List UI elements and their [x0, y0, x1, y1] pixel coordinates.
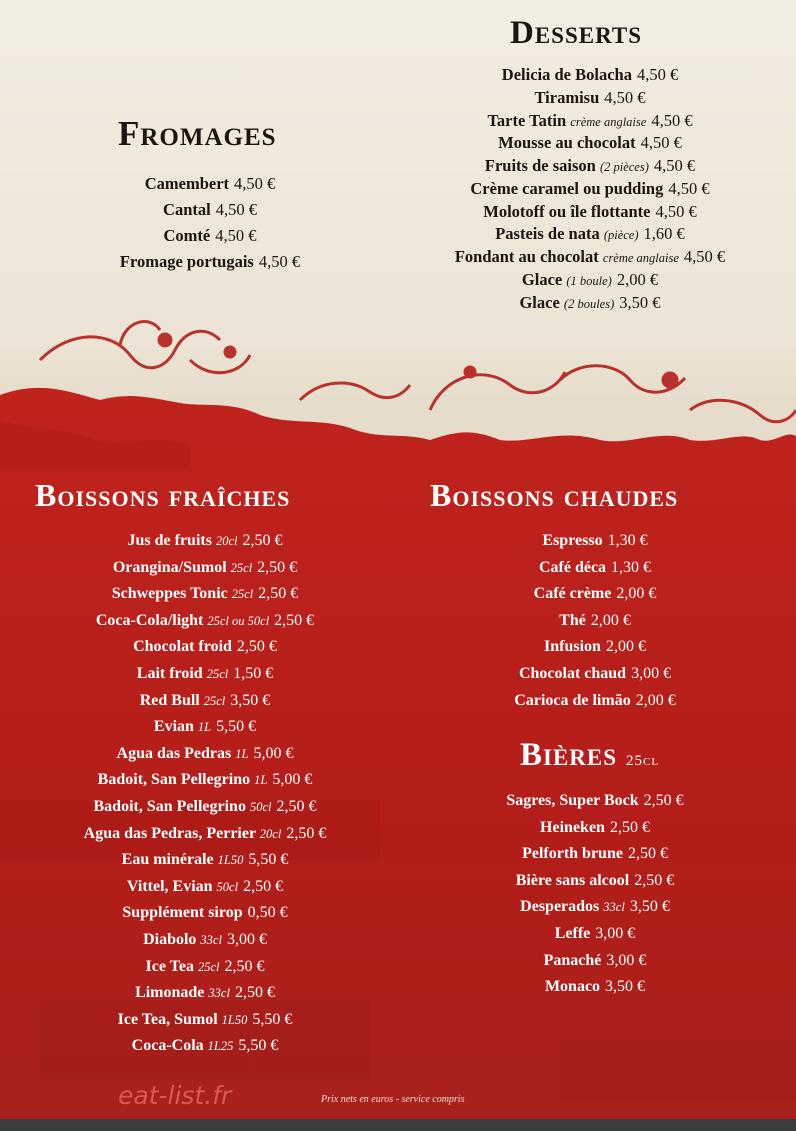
item-name: Pelforth brune — [522, 845, 623, 863]
item-name: Chocolat froid — [133, 638, 232, 656]
item-price: 2,00 € — [635, 691, 676, 709]
menu-item — [440, 894, 750, 921]
item-name: Diabolo — [143, 930, 197, 948]
menu-item — [40, 1007, 370, 1034]
boissons-chaudes-list — [440, 528, 750, 714]
item-price: 4,50 € — [604, 87, 646, 107]
menu-item — [40, 794, 370, 821]
item-price: 1,30 € — [611, 558, 652, 576]
item-name: Thé — [559, 611, 586, 629]
desserts-list — [420, 64, 760, 314]
item-name: Café déca — [538, 558, 607, 576]
menu-item — [40, 528, 370, 555]
menu-item — [440, 948, 750, 975]
item-name: Carioca de limão — [514, 691, 631, 709]
menu-item — [440, 974, 750, 1001]
item-price: 4,50 € — [640, 133, 682, 153]
item-name: Tarte Tatin — [487, 110, 567, 130]
item-price: 1,60 € — [643, 224, 685, 244]
item-qualifier: 50cl — [249, 799, 272, 814]
item-name: Glace — [521, 269, 563, 289]
item-qualifier: crème anglaise — [570, 114, 647, 129]
item-name: Schweppes Tonic — [111, 585, 228, 603]
menu-item — [80, 197, 340, 223]
menu-item — [440, 528, 750, 555]
item-qualifier: 1L50 — [217, 853, 244, 868]
menu-item — [40, 634, 370, 661]
item-price: 2,00 € — [590, 611, 631, 629]
item-qualifier: 33cl — [603, 900, 625, 915]
item-name: Supplément sirop — [122, 904, 243, 922]
price-note: Prix nets en euros - service compris — [321, 1094, 465, 1105]
menu-item — [80, 171, 340, 197]
floral-ornament-left — [40, 322, 410, 400]
item-qualifier: 33cl — [208, 986, 230, 1001]
item-price: 5,50 € — [238, 1037, 279, 1055]
item-name: Badoit, San Pellegrino — [97, 771, 251, 789]
item-price: 2,50 € — [224, 957, 265, 975]
menu-item — [80, 223, 340, 249]
item-price: 2,50 € — [258, 585, 299, 603]
menu-item — [440, 688, 750, 715]
menu-item — [420, 87, 760, 110]
item-name: Coca-Cola — [131, 1037, 204, 1055]
item-price: 0,50 € — [247, 904, 288, 922]
item-price: 2,00 € — [605, 638, 646, 656]
menu-item — [420, 223, 760, 246]
menu-item — [420, 132, 760, 155]
menu-item — [40, 821, 370, 848]
menu-item — [40, 767, 370, 794]
menu-item — [420, 269, 760, 292]
item-price: 3,00 € — [595, 924, 636, 942]
item-name: Lait froid — [136, 664, 203, 682]
boissons-fraiches-list — [40, 528, 370, 1060]
item-name: Fruits de saison — [484, 156, 596, 175]
item-name: Bière sans alcool — [515, 871, 630, 889]
bieres-list — [440, 788, 750, 1001]
item-qualifier: 1L — [197, 720, 212, 735]
item-qualifier: 50cl — [216, 879, 239, 894]
item-qualifier: 20cl — [215, 534, 238, 548]
item-price: 3,00 € — [631, 664, 672, 682]
item-price: 1,50 € — [233, 664, 274, 682]
item-name: Infusion — [544, 638, 601, 656]
menu-item — [40, 688, 370, 715]
item-qualifier: 25cl — [231, 587, 254, 602]
item-name: Badoit, San Pellegrino — [93, 797, 246, 815]
bottom-border — [0, 1119, 796, 1131]
item-price: 5,00 € — [253, 744, 294, 762]
item-name: Leffe — [554, 924, 591, 942]
item-qualifier: (2 boules) — [563, 296, 615, 311]
item-name: Ice Tea — [145, 957, 194, 975]
item-price: 2,50 € — [243, 877, 284, 895]
item-name: Limonade — [135, 984, 205, 1002]
menu-item — [40, 555, 370, 582]
item-qualifier: 20cl — [259, 826, 282, 841]
item-price: 2,50 € — [643, 792, 684, 809]
menu-item — [40, 980, 370, 1007]
menu-item — [420, 292, 760, 315]
item-price: 2,50 € — [286, 824, 327, 842]
item-name: Molotoff ou île flottante — [483, 201, 651, 221]
menu-item — [40, 608, 370, 635]
menu-item — [440, 868, 750, 895]
item-qualifier: 25cl ou 50cl — [207, 613, 270, 628]
menu-item — [440, 581, 750, 608]
item-price: 5,50 € — [216, 718, 257, 736]
item-name: Vittel, Evian — [126, 877, 213, 895]
menu-item — [420, 201, 760, 224]
fromages-list — [80, 171, 340, 275]
item-price: 3,00 € — [226, 930, 267, 948]
menu-item — [40, 900, 370, 927]
item-name: Evian — [153, 718, 194, 736]
item-price: 2,50 € — [634, 871, 675, 889]
item-name: Jus de fruits — [127, 532, 212, 549]
item-price: 4,50 € — [636, 65, 679, 84]
menu-item — [40, 954, 370, 981]
item-name: Red Bull — [139, 691, 200, 709]
menu-item — [440, 634, 750, 661]
item-price: 1,30 € — [607, 532, 648, 549]
item-qualifier: 1L25 — [207, 1039, 234, 1054]
watermark-text: eat-list.fr — [118, 1081, 232, 1110]
item-price: 4,50 € — [683, 247, 726, 266]
item-name: Eau minérale — [121, 851, 214, 869]
item-price: 2,00 € — [616, 585, 657, 603]
menu-item — [440, 921, 750, 948]
item-price: 4,50 € — [653, 156, 696, 175]
item-name: Fondant au chocolat — [454, 247, 599, 266]
item-name: Agua das Pedras, Perrier — [83, 824, 256, 842]
item-qualifier: 1L — [235, 746, 249, 761]
boissons-chaudes-heading: Boissons chaudes — [430, 477, 679, 513]
item-name: Monaco — [544, 978, 601, 996]
fromages-heading: Fromages — [118, 114, 277, 153]
menu-item — [420, 64, 760, 87]
item-name: Pasteis de nata — [495, 224, 600, 244]
menu-item — [40, 847, 370, 874]
item-price: 2,50 € — [234, 984, 275, 1002]
item-qualifier: 1L — [254, 773, 268, 788]
desserts-heading: Desserts — [510, 15, 643, 51]
item-name: Cantal — [163, 200, 211, 219]
item-qualifier: 33cl — [200, 932, 222, 947]
item-price: 3,00 € — [606, 951, 647, 969]
item-qualifier: (2 pièces) — [599, 160, 649, 174]
item-name: Crème caramel ou pudding — [470, 178, 664, 198]
item-price: 2,00 € — [616, 269, 659, 289]
item-price: 5,50 € — [248, 851, 289, 869]
menu-item — [440, 608, 750, 635]
item-name: Heineken — [540, 818, 605, 836]
item-qualifier: (pièce) — [603, 228, 639, 243]
item-qualifier: 25cl — [230, 560, 253, 575]
item-price: 5,00 € — [272, 771, 313, 789]
floral-ornament-right — [430, 366, 796, 422]
menu-item — [420, 155, 760, 178]
item-name: Panaché — [543, 951, 602, 969]
item-name: Agua das Pedras — [116, 744, 232, 762]
menu-item — [420, 110, 760, 133]
item-name: Mousse au chocolat — [498, 133, 636, 153]
menu-item — [80, 249, 340, 275]
item-qualifier: crème anglaise — [602, 251, 679, 265]
item-price: 4,50 € — [655, 201, 697, 221]
item-qualifier: 1L50 — [221, 1012, 248, 1027]
menu-item — [440, 788, 750, 815]
item-price: 4,50 € — [234, 174, 276, 193]
item-price: 2,50 € — [236, 638, 277, 656]
item-name: Orangina/Sumol — [112, 558, 227, 576]
bieres-heading — [520, 737, 659, 774]
menu-item — [40, 927, 370, 954]
bieres-title: Bières — [520, 737, 618, 773]
item-name: Camembert — [144, 174, 230, 193]
item-price: 3,50 € — [629, 898, 670, 916]
item-price: 4,50 € — [258, 252, 301, 271]
menu-item — [40, 581, 370, 608]
item-name: Ice Tea, Sumol — [117, 1010, 218, 1028]
item-qualifier: 25cl — [197, 959, 220, 974]
item-price: 4,50 € — [215, 226, 257, 245]
item-price: 5,50 € — [252, 1010, 293, 1028]
boissons-fraiches-heading: Boissons fraîches — [35, 477, 291, 513]
item-qualifier: 25cl — [206, 666, 229, 681]
item-name: Espresso — [542, 532, 603, 549]
bieres-size: 25cl — [626, 753, 660, 769]
item-name: Glace — [519, 292, 560, 312]
menu-item — [420, 178, 760, 201]
menu-item — [40, 661, 370, 688]
item-price: 2,50 € — [276, 797, 317, 815]
menu-item — [40, 874, 370, 901]
item-price: 3,50 € — [605, 978, 646, 996]
item-name: Desperados — [520, 898, 600, 916]
menu-item — [440, 841, 750, 868]
menu-item — [40, 714, 370, 741]
item-qualifier: (1 boule) — [566, 273, 612, 288]
menu-item — [40, 741, 370, 768]
item-price: 2,50 € — [242, 532, 283, 549]
menu-item — [440, 555, 750, 582]
item-price: 3,50 € — [619, 292, 661, 312]
item-name: Tiramisu — [534, 87, 600, 107]
item-name: Coca-Cola/light — [95, 611, 204, 629]
item-name: Chocolat chaud — [518, 664, 627, 682]
item-name: Sagres, Super Bock — [506, 792, 639, 809]
item-name: Café crème — [533, 585, 612, 603]
item-price: 4,50 € — [651, 110, 693, 130]
item-price: 4,50 € — [215, 200, 257, 219]
menu-item — [440, 815, 750, 842]
item-price: 2,50 € — [257, 558, 298, 576]
item-price: 3,50 € — [230, 691, 271, 709]
menu-item — [440, 661, 750, 688]
item-price: 2,50 € — [627, 845, 668, 863]
item-price: 2,50 € — [274, 611, 315, 629]
menu-item — [420, 246, 760, 269]
item-name: Delicia de Bolacha — [501, 65, 632, 84]
item-price: 2,50 € — [609, 818, 650, 836]
item-qualifier: 25cl — [203, 693, 226, 708]
item-name: Comté — [163, 226, 211, 245]
menu-item — [40, 1033, 370, 1060]
item-price: 4,50 € — [668, 178, 710, 198]
item-name: Fromage portugais — [119, 252, 254, 271]
